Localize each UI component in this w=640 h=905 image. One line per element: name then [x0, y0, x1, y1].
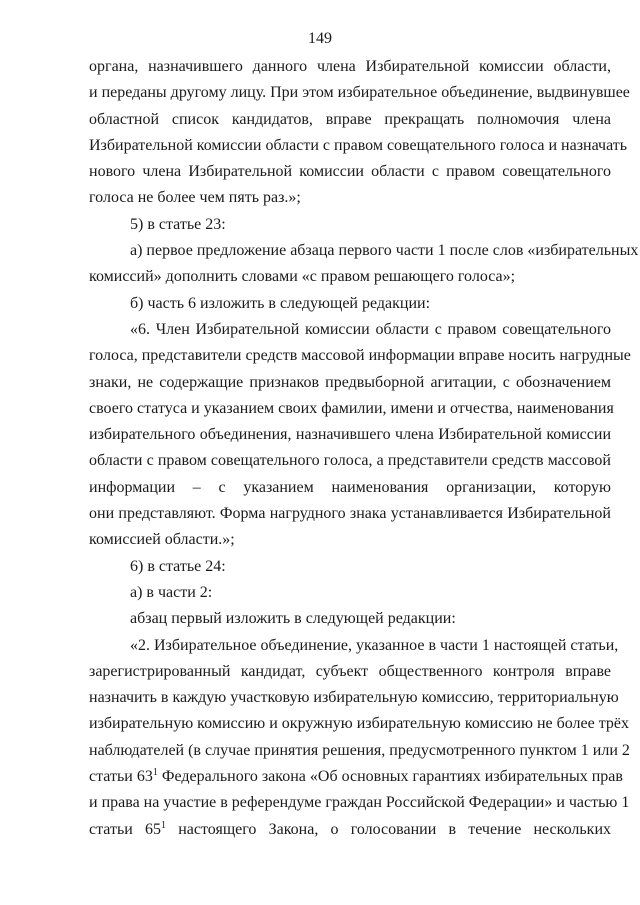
text-line: голоса не более чем пять раз.»; — [89, 189, 301, 207]
text-line: а) в части 2: — [130, 583, 213, 601]
text-line: нового члена Избирательной комиссии области с правом совещательного — [89, 163, 611, 181]
text-line: зарегистрированный кандидат, субъект общественного контроля вправе — [89, 662, 611, 680]
text-line: органа, назначившего данного члена Избирательной комиссии области, — [89, 58, 611, 75]
page-number: 149 — [308, 30, 332, 47]
text-line: б) часть 6 изложить в следующей редакции: — [130, 294, 431, 312]
text-line: комиссий» дополнить словами «с правом решающего голоса»; — [89, 268, 516, 286]
text-line — [89, 764, 623, 790]
text-line: они представляют. Форма нагрудного знака устанавливается Избирательной — [89, 505, 611, 523]
text-line: и права на участие в референдуме граждан Российской Федерации» и частью 1 — [89, 794, 630, 812]
text-line: областной список кандидатов, вправе прекращать полномочия члена — [89, 110, 611, 128]
document-body — [89, 54, 639, 843]
text-line: 6) в статье 24: — [130, 557, 226, 575]
text-line: а) первое предложение абзаца первого части 1 после слов «избирательных — [130, 242, 639, 260]
text-fragment: статьи 63 — [89, 768, 153, 786]
text-fragment: настоящего Закона, о голосовании в течение нескольких — [166, 820, 612, 838]
text-fragment: статьи 65 — [89, 820, 162, 838]
text-line: Избирательной комиссии области с правом совещательного голоса и назначать — [89, 136, 628, 154]
text-line: голоса, представители средств массовой информации вправе носить нагрудные — [89, 347, 631, 365]
text-line: «2. Избирательное объединение, указанное в части 1 настоящей статьи, — [130, 636, 619, 654]
text-line: абзац первый изложить в следующей редакции: — [130, 610, 456, 628]
superscript: 1 — [161, 819, 167, 831]
text-line: своего статуса и указанием своих фамилии, имени и отчества, наименования — [89, 399, 614, 417]
text-line: знаки, не содержащие признаков предвыборной агитации, с обозначением — [89, 373, 611, 391]
text-line: «6. Член Избирательной комиссии области с правом совещательного — [130, 320, 611, 338]
text-line — [89, 817, 611, 843]
text-fragment: Федерального закона «Об основных гарантиях избирательных прав — [157, 768, 623, 786]
text-line: и переданы другому лицу. При этом избирательное объединение, выдвинувшее — [89, 84, 630, 102]
text-line: 5) в статье 23: — [130, 215, 226, 233]
text-line: комиссией области.»; — [89, 531, 235, 549]
text-line: области с правом совещательного голоса, а представители средств массовой — [89, 452, 611, 470]
superscript: 1 — [152, 767, 158, 779]
text-line: назначить в каждую участковую избирательную комиссию, территориальную — [89, 689, 619, 707]
text-line: избирательного объединения, назначившего члена Избирательной комиссии — [89, 426, 611, 444]
text-line: наблюдателей (в случае принятия решения, предусмотренного пунктом 1 или 2 — [89, 741, 630, 759]
text-line: избирательную комиссию и окружную избирательную комиссию не более трёх — [89, 715, 630, 733]
text-line: информации – с указанием наименования организации, которую — [89, 478, 611, 496]
